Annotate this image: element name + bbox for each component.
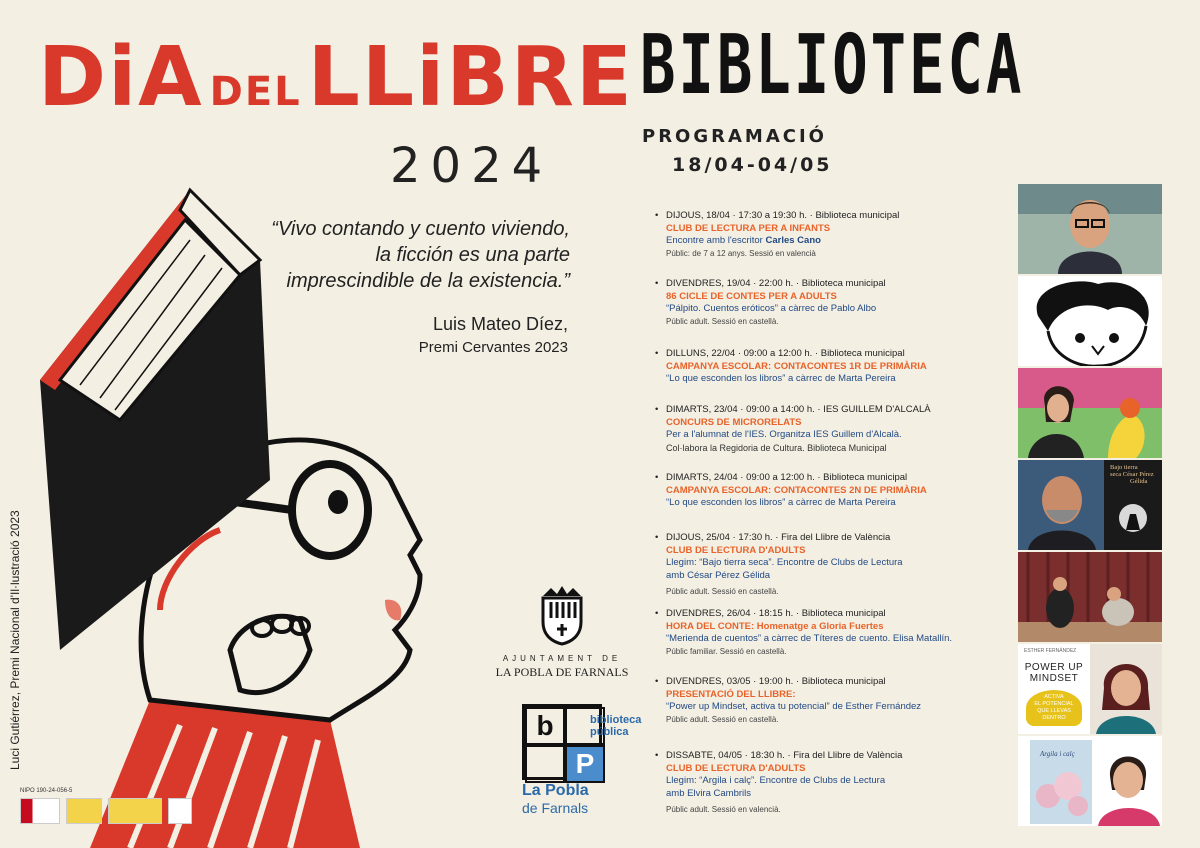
bp-letter-p: P [565,745,605,783]
event-item [652,676,1012,726]
photo-titeres-de-cuento [1018,552,1162,642]
regional-logo [168,798,192,824]
event-desc-2: amb Elvira Cambrils [666,787,751,799]
event-title: CLUB DE LECTURA D'ADULTS [666,544,806,556]
event-head: • DIMARTS, 23/04 · 09:00 a 14:00 h. · IES GUILLEM D'ALCALÀ [652,404,1012,417]
book-author: ESTHER FERNÁNDEZ [1024,648,1077,654]
event-note: Col·labora la Regidoria de Cultura. Biblioteca Municipal [666,442,887,453]
event-head: • DIVENDRES, 26/04 · 18:15 h. · Biblioteca municipal [652,608,1012,621]
ajuntament-logo [494,582,630,680]
event-title: 86 CICLE DE CONTES PER A ADULTS [666,290,837,302]
title-dia: DiA [38,30,204,125]
event-title: CLUB DE LECTURA D'ADULTS [666,762,806,774]
poster-title [38,30,634,125]
town-crest-icon [537,582,587,646]
biblioteca-heading: BIBLIOTECA [640,18,1025,113]
bp-town-1: La Pobla [522,782,589,799]
event-title: CAMPANYA ESCOLAR: CONTACONTES 2N DE PRIMÀRIA [666,484,927,496]
ajuntament-town: LA POBLA DE FARNALS [495,665,629,679]
bp-letter-b: b [525,707,565,745]
illustration-credit: Luci Gutiérrez, Premi Nacional d'Il·lustració 2023 [8,510,22,770]
book-sub-1: ACTIVA [1044,694,1064,700]
event-desc: “Lo que esconden los libros” a càrrec de Marta Pereira [666,497,896,508]
event-note: Públic adult. Sessió en castellà. [666,714,779,724]
title-llibre: LLiBRE [307,30,634,125]
event-desc-text: Encontre amb l'escritor [666,235,766,246]
books-directorate-logo [108,798,162,824]
bp-town-2: de Farnals [522,800,589,816]
event-title: CAMPANYA ESCOLAR: CONTACONTES 1R DE PRIMÀRIA [666,360,927,372]
event-desc: Llegim: “Bajo tierra seca”. Encontre de Clubs de Lectura [666,557,903,568]
event-item [652,750,1012,817]
event-head: • DIMARTS, 24/04 · 09:00 a 12:00 h. · Biblioteca municipal [652,472,1012,485]
spain-government-logo [20,798,60,824]
book-sub-2: EL POTENCIAL [1034,701,1074,707]
photo-esther-fernandez [1018,644,1162,734]
event-desc: “Lo que esconden los libros” a càrrec de Marta Pereira [666,373,896,384]
photo-cesar-perez-gelida [1018,460,1162,550]
event-desc: “Power up Mindset, activa tu potencial” de Esther Fernández [666,701,922,712]
event-item [652,210,1012,260]
reader-with-book-illustration [0,180,520,848]
event-title: CONCURS DE MICRORELATS [666,416,802,428]
nipo-code: NIPO 190-24-056-5 [20,788,73,794]
event-item [652,532,1012,599]
event-item [652,608,1012,658]
book-bajo-tierra-seca [1110,464,1160,485]
event-note: Públic familiar. Sessió en castellà. [666,646,787,656]
event-note: Públic adult. Sessió en castellà. [666,587,779,596]
event-desc-author: Carles Cano [765,235,821,246]
government-logos [20,798,192,824]
book-title-1: POWER UP [1024,662,1084,673]
event-desc: Per a l'alumnat de l'IES. Organitza IES Guillem d'Alcalà. [666,429,902,440]
event-head: • DIJOUS, 18/04 · 17:30 a 19:30 h. · Biblioteca municipal [652,210,1012,223]
book-sub-4: DENTRO [1042,715,1066,721]
event-head: • DILLUNS, 22/04 · 09:00 a 12:00 h. · Biblioteca municipal [652,348,1012,361]
event-desc: Llegim: “Argila i calç”. Encontre de Clubs de Lectura [666,775,886,786]
book-sub-3: QUE LLEVAS [1037,708,1071,714]
book-argila-title: Argila i calç [1040,750,1075,758]
event-head: • DIVENDRES, 03/05 · 19:00 h. · Biblioteca municipal [652,676,1012,689]
event-item [652,278,1012,328]
photo-marta-pereira [1018,368,1162,458]
cervantes-quote: “Vivo contando y cuento viviendo, la ficción es una parte imprescindible de la existencia.” [271,218,570,292]
photo-elvira-cambrils [1018,736,1162,826]
event-note: Públic adult. Sessió en valencià. [666,805,781,814]
event-note: Públic: de 7 a 12 anys. Sessió en valencià [666,248,816,258]
event-desc [652,235,1012,248]
book-subtitle-badge [1026,690,1082,726]
event-head: • DIJOUS, 25/04 · 17:30 h. · Fira del Llibre de València [652,532,1012,545]
event-title: CLUB DE LECTURA PER A INFANTS [666,222,831,234]
book-power-up-mindset [1018,644,1090,734]
bp-label-2: pública [590,726,629,738]
bp-cell-empty-2 [525,745,565,783]
event-item [652,348,1012,386]
book-title-2: MINDSET [1029,673,1079,684]
event-item [652,404,1012,454]
photo-carles-cano [1018,184,1162,274]
photo-pablo-albo [1018,276,1162,366]
event-note: Públic adult. Sessió en castellà. [666,316,779,326]
event-title: PRESENTACIÓ DEL LLIBRE: [666,688,796,700]
ministry-culture-logo [66,798,102,824]
event-head: • DIVENDRES, 19/04 · 22:00 h. · Biblioteca municipal [652,278,1012,291]
event-desc-2: amb César Pérez Gélida [666,569,771,581]
event-item [652,472,1012,510]
event-desc: “Merienda de cuentos” a càrrec de Títeres de cuento. Elisa Matallín. [666,633,953,644]
title-del: DEL [209,69,302,115]
programacio-heading: PROGRAMACIÓ [642,126,827,147]
bp-label-1: biblioteca [590,714,642,726]
poster-year: 2024 [390,138,553,194]
event-title: HORA DEL CONTE: Homenatge a Gloria Fuertes [666,620,884,632]
book-bajo-tierra-l1: Bajo tierra [1110,464,1138,471]
ajuntament-label: AJUNTAMENT DE [502,654,622,663]
quote-author: Luis Mateo Díez, [432,314,568,334]
book-bajo-tierra-l3: Gélida [1130,478,1148,485]
book-bajo-tierra-l2: seca César Pérez [1110,471,1154,478]
event-desc: “Pálpito. Cuentos eróticos” a càrrec de Pablo Albo [666,303,877,314]
bp-label [590,714,641,738]
biblioteca-publica-logo [522,704,642,816]
event-head: • DISSABTE, 04/05 · 18:30 h. · Fira del Llibre de València [652,750,1012,763]
quote-award: Premi Cervantes 2023 [418,339,568,356]
date-range: 18/04-04/05 [672,154,833,176]
